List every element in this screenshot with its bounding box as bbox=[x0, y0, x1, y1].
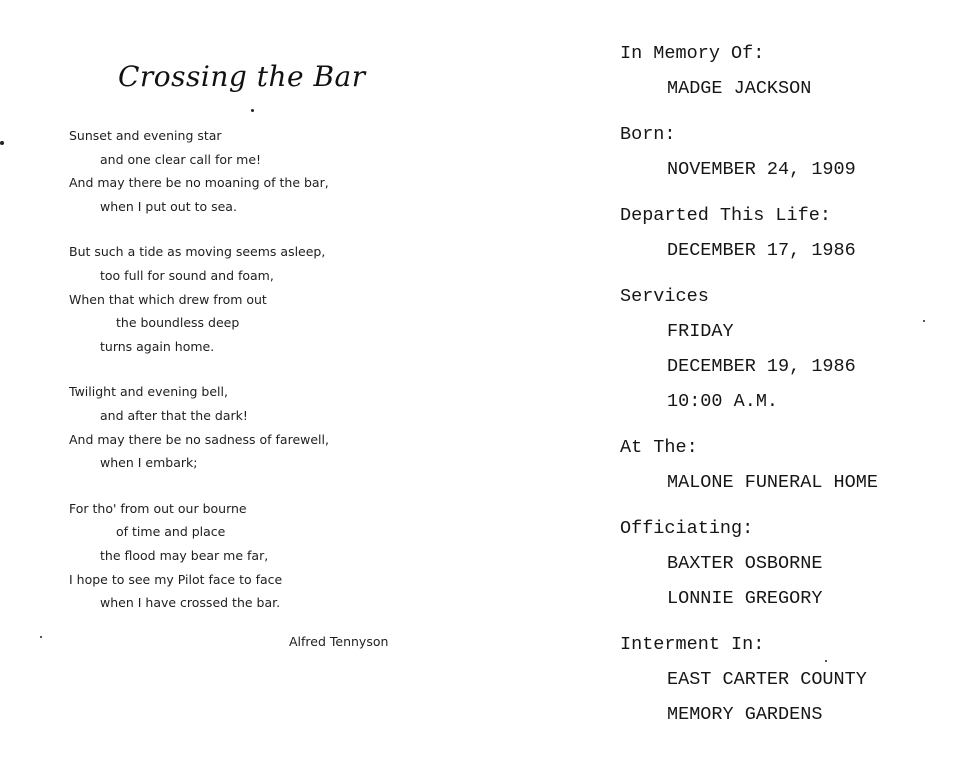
poem-line: Twilight and evening bell, bbox=[69, 384, 228, 400]
detail-section-born bbox=[620, 117, 960, 187]
poem-line: Sunset and evening star bbox=[69, 128, 222, 143]
detail-label: Born: bbox=[620, 124, 676, 145]
poem-line: And may there be no sadness of farewell, bbox=[69, 431, 329, 447]
scan-speck bbox=[923, 320, 925, 322]
detail-value: DECEMBER 19, 1986 bbox=[667, 356, 856, 377]
detail-label: At The: bbox=[620, 437, 698, 458]
poem-line: too full for sound and foam, bbox=[100, 267, 274, 283]
detail-value: EAST CARTER COUNTY bbox=[667, 669, 867, 690]
detail-value: BAXTER OSBORNE bbox=[667, 553, 823, 574]
detail-label: Interment In: bbox=[620, 634, 765, 655]
poem-author: Alfred Tennyson bbox=[289, 634, 389, 649]
detail-value: MADGE JACKSON bbox=[667, 78, 812, 99]
poem-body bbox=[69, 124, 429, 637]
poem-stanza bbox=[69, 124, 429, 218]
detail-value: LONNIE GREGORY bbox=[667, 588, 823, 609]
detail-value: NOVEMBER 24, 1909 bbox=[667, 159, 856, 180]
detail-section-location bbox=[620, 430, 960, 500]
detail-label: Departed This Life: bbox=[620, 205, 831, 226]
poem-line: when I embark; bbox=[100, 455, 198, 471]
detail-value: MALONE FUNERAL HOME bbox=[667, 472, 878, 493]
detail-value: MEMORY GARDENS bbox=[667, 704, 823, 725]
detail-label: In Memory Of: bbox=[620, 43, 765, 64]
poem-line: But such a tide as moving seems asleep, bbox=[69, 244, 326, 260]
detail-value: FRIDAY bbox=[667, 321, 734, 342]
poem-line: of time and place bbox=[116, 524, 226, 540]
detail-section-in-memory-of bbox=[620, 36, 960, 106]
scan-speck bbox=[825, 660, 827, 662]
poem-line: the boundless deep bbox=[116, 315, 240, 331]
poem-line: When that which drew from out bbox=[69, 291, 267, 307]
detail-section-officiating bbox=[620, 511, 960, 616]
detail-section-services bbox=[620, 279, 960, 419]
poem-line: And may there be no moaning of the bar, bbox=[69, 175, 329, 191]
poem-stanza bbox=[69, 497, 429, 615]
poem-line: and one clear call for me! bbox=[100, 151, 262, 167]
detail-label: Services bbox=[620, 286, 709, 307]
poem-stanza bbox=[69, 240, 429, 358]
detail-value: DECEMBER 17, 1986 bbox=[667, 240, 856, 261]
detail-value: 10:00 A.M. bbox=[667, 391, 779, 412]
detail-label: Officiating: bbox=[620, 518, 754, 539]
poem-line: I hope to see my Pilot face to face bbox=[69, 571, 283, 587]
memorial-details bbox=[620, 36, 960, 743]
poem-stanza bbox=[69, 380, 429, 474]
poem-title: Crossing the Bar bbox=[118, 60, 366, 93]
scan-speck bbox=[251, 109, 254, 112]
poem-line: when I put out to sea. bbox=[100, 198, 237, 214]
poem-line: the flood may bear me far, bbox=[100, 547, 269, 563]
detail-section-departed bbox=[620, 198, 960, 268]
poem-line: and after that the dark! bbox=[100, 407, 248, 423]
poem-line: when I have crossed the bar. bbox=[100, 595, 281, 611]
poem-line: turns again home. bbox=[100, 338, 215, 354]
detail-section-interment bbox=[620, 627, 960, 732]
scan-speck bbox=[40, 636, 42, 638]
scan-speck bbox=[0, 141, 4, 145]
poem-line: For tho' from out our bourne bbox=[69, 500, 247, 516]
